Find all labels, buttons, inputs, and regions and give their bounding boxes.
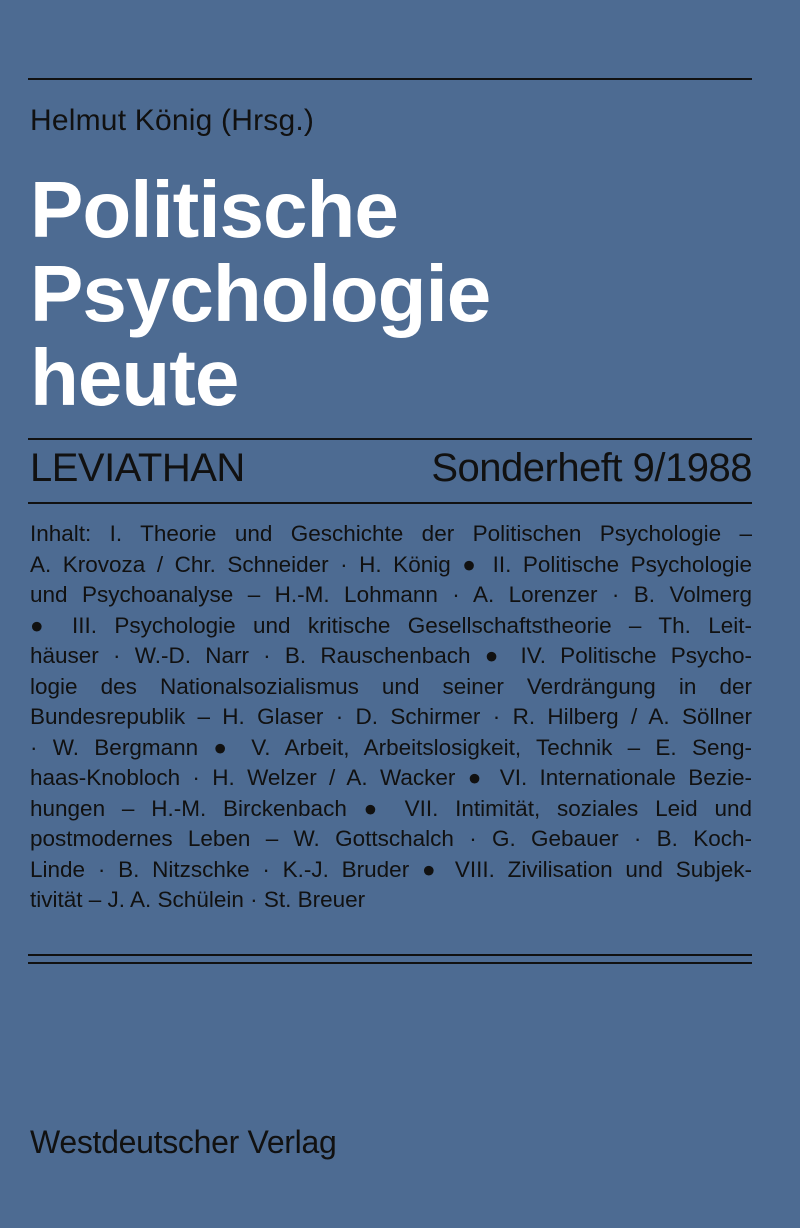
editor-line: Helmut König (Hrsg.) [30,104,315,137]
contents-line: · W. Bergmann ● V. Arbeit, Arbeitslosigkeit, Technik – E. Seng- [30,734,752,760]
series-rule [28,502,752,504]
book-title [30,165,491,422]
title-line: Psychologie [30,249,491,338]
contents-line: Bundesrepublik – H. Glaser · D. Schirmer · R. Hilberg / A. Söllner [30,704,752,729]
title-rule [28,438,752,440]
bottom-rule-lower [28,962,752,964]
series-name: LEVIATHAN [30,446,245,490]
title-line: heute [30,333,239,422]
contents-line: hungen – H.-M. Birckenbach ● VII. Intimität, soziales Leid und [30,795,752,821]
contents-line: tivität – J. A. Schülein · St. Breuer [30,887,366,912]
contents-line: Linde · B. Nitzschke · K.-J. Bruder ● VIII. Zivilisation und Subjek- [30,856,752,882]
contents-line: postmodernes Leben – W. Gottschalch · G. Gebauer · B. Koch- [30,826,752,851]
contents-line: und Psychoanalyse – H.-M. Lohmann · A. Lorenzer · B. Volmerg [30,582,752,607]
publisher-name: Westdeutscher Verlag [30,1124,337,1160]
contents-line: Inhalt: I. Theorie und Geschichte der Politischen Psychologie – [30,521,752,546]
contents-line: haas-Knobloch · H. Welzer / A. Wacker ● VI. Internationale Bezie- [30,765,752,790]
bottom-rule-upper [28,954,752,956]
contents-line: A. Krovoza / Chr. Schneider · H. König ● II. Politische Psychologie [30,551,752,577]
top-rule [28,78,752,80]
issue-label: Sonderheft 9/1988 [431,446,752,490]
contents-line: häuser · W.-D. Narr · B. Rauschenbach ● IV. Politische Psycho- [30,643,752,668]
contents-line: ● III. Psychologie und kritische Gesellschaftstheorie – Th. Leit- [30,612,752,638]
title-line: Politische [30,165,398,254]
contents-line: logie des Nationalsozialismus und seiner Verdrängung in der [30,673,752,699]
contents-block [30,519,752,916]
